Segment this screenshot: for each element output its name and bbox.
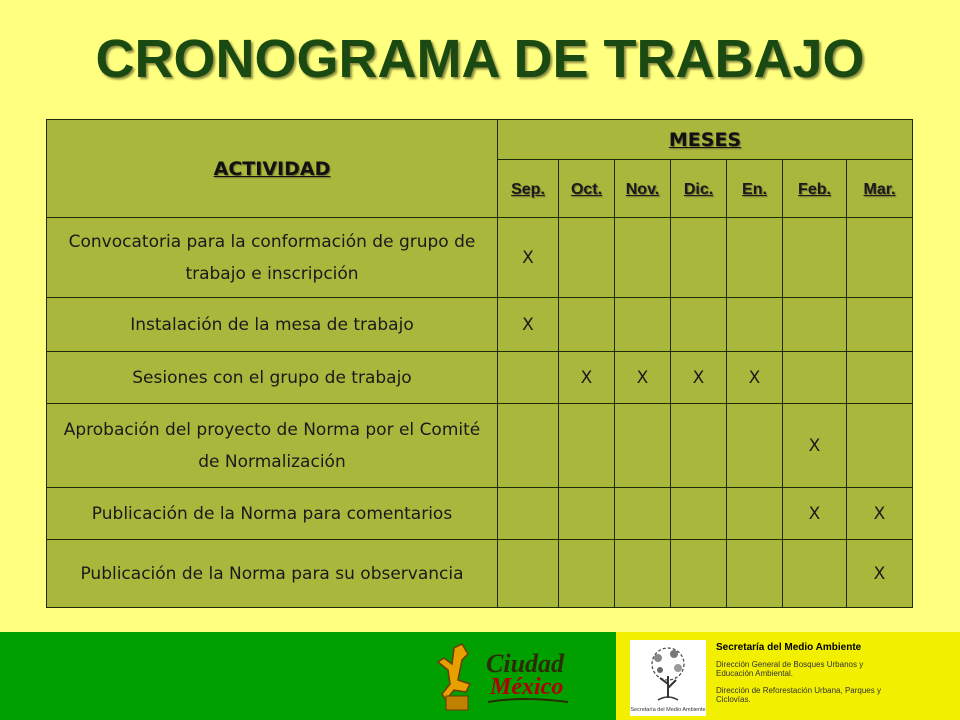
table-row — [47, 488, 913, 540]
schedule-cell — [727, 488, 783, 540]
schedule-cell — [847, 298, 913, 352]
activity-cell: Publicación de la Norma para su observancia — [47, 540, 498, 608]
schedule-cell — [783, 218, 847, 298]
schedule-cell — [615, 540, 671, 608]
schedule-cell — [847, 540, 913, 608]
schedule-cell — [671, 218, 727, 298]
schedule-cell — [783, 404, 847, 488]
schedule-cell — [559, 218, 615, 298]
schedule-mark: X — [636, 367, 649, 388]
activity-cell: Aprobación del proyecto de Norma por el Comité de Normalización — [47, 404, 498, 488]
table-row — [47, 218, 913, 298]
month-header-cell — [847, 160, 913, 218]
table-row — [47, 298, 913, 352]
month-label: Dic. — [683, 180, 714, 198]
schedule-cell — [615, 488, 671, 540]
schedule-cell — [615, 298, 671, 352]
month-header-cell — [783, 160, 847, 218]
schedule-cell — [498, 352, 559, 404]
schedule-cell — [615, 352, 671, 404]
schedule-cell — [783, 298, 847, 352]
schedule-mark: X — [748, 367, 761, 388]
secretaria-tree-logo — [630, 640, 706, 716]
month-header-cell — [727, 160, 783, 218]
schedule-cell — [498, 298, 559, 352]
svg-text:México: México — [490, 674, 564, 700]
schedule-mark: X — [873, 563, 886, 584]
table-row — [47, 352, 913, 404]
month-header-cell — [615, 160, 671, 218]
month-label: En. — [742, 180, 767, 198]
schedule-cell — [498, 488, 559, 540]
table-row — [47, 540, 913, 608]
schedule-cell — [498, 540, 559, 608]
schedule-mark: X — [873, 503, 886, 524]
activity-header: ACTIVIDAD — [213, 157, 331, 180]
schedule-mark: X — [808, 503, 821, 524]
month-label: Mar. — [863, 180, 896, 198]
schedule-cell — [498, 218, 559, 298]
footer-right-panel — [616, 632, 960, 720]
month-header-cell — [498, 160, 559, 218]
schedule-cell — [727, 218, 783, 298]
table-row — [47, 404, 913, 488]
direccion-reforestacion: Dirección de Reforestación Urbana, Parques y Ciclovías. — [716, 686, 881, 704]
schedule-cell — [847, 404, 913, 488]
schedule-mark: X — [522, 314, 534, 335]
activity-cell: Instalación de la mesa de trabajo — [47, 298, 498, 352]
activity-cell: Publicación de la Norma para comentarios — [47, 488, 498, 540]
months-header: MESES — [668, 128, 742, 151]
schedule-mark: X — [808, 435, 821, 456]
months-header-cell — [498, 120, 913, 160]
page-title: CRONOGRAMA DE TRABAJO — [95, 29, 865, 89]
schedule-cell — [559, 352, 615, 404]
secretaria-title: Secretaría del Medio Ambiente — [716, 642, 862, 653]
schedule-cell — [783, 540, 847, 608]
schedule-cell — [615, 218, 671, 298]
schedule-cell — [671, 352, 727, 404]
schedule-cell — [559, 488, 615, 540]
svg-text:Ciudad: Ciudad — [486, 649, 565, 678]
schedule-table — [46, 119, 913, 608]
schedule-cell — [671, 488, 727, 540]
direccion-general: Dirección General de Bosques Urbanos y Educación Ambiental. — [716, 660, 864, 678]
schedule-mark: X — [580, 367, 593, 388]
schedule-cell — [847, 352, 913, 404]
svg-text:Secretaría del Medio Ambiente: Secretaría del Medio Ambiente — [630, 707, 706, 713]
schedule-cell — [671, 404, 727, 488]
ciudad-de-mexico-logo — [432, 640, 572, 712]
schedule-cell — [559, 298, 615, 352]
schedule-mark: X — [522, 247, 534, 268]
schedule-cell — [727, 540, 783, 608]
schedule-cell — [671, 540, 727, 608]
schedule-mark: X — [692, 367, 705, 388]
schedule-cell — [783, 488, 847, 540]
schedule-cell — [498, 404, 559, 488]
month-header-cell — [671, 160, 727, 218]
footer — [0, 632, 960, 720]
schedule-cell — [727, 352, 783, 404]
schedule-cell — [671, 298, 727, 352]
angel-icon — [438, 644, 470, 710]
month-label: Nov. — [625, 180, 660, 198]
schedule-cell — [847, 488, 913, 540]
schedule-cell — [847, 218, 913, 298]
month-label: Feb. — [798, 180, 831, 198]
activity-cell: Convocatoria para la conformación de grupo de trabajo e inscripción — [47, 218, 498, 298]
month-header-cell — [559, 160, 615, 218]
schedule-rows — [47, 218, 913, 608]
schedule-cell — [727, 298, 783, 352]
month-label: Sep. — [511, 180, 545, 198]
schedule-cell — [559, 404, 615, 488]
activity-cell: Sesiones con el grupo de trabajo — [47, 352, 498, 404]
schedule-cell — [615, 404, 671, 488]
schedule-cell — [727, 404, 783, 488]
month-label: Oct. — [570, 180, 603, 198]
activity-header-cell — [47, 120, 498, 218]
schedule-cell — [559, 540, 615, 608]
schedule-cell — [783, 352, 847, 404]
